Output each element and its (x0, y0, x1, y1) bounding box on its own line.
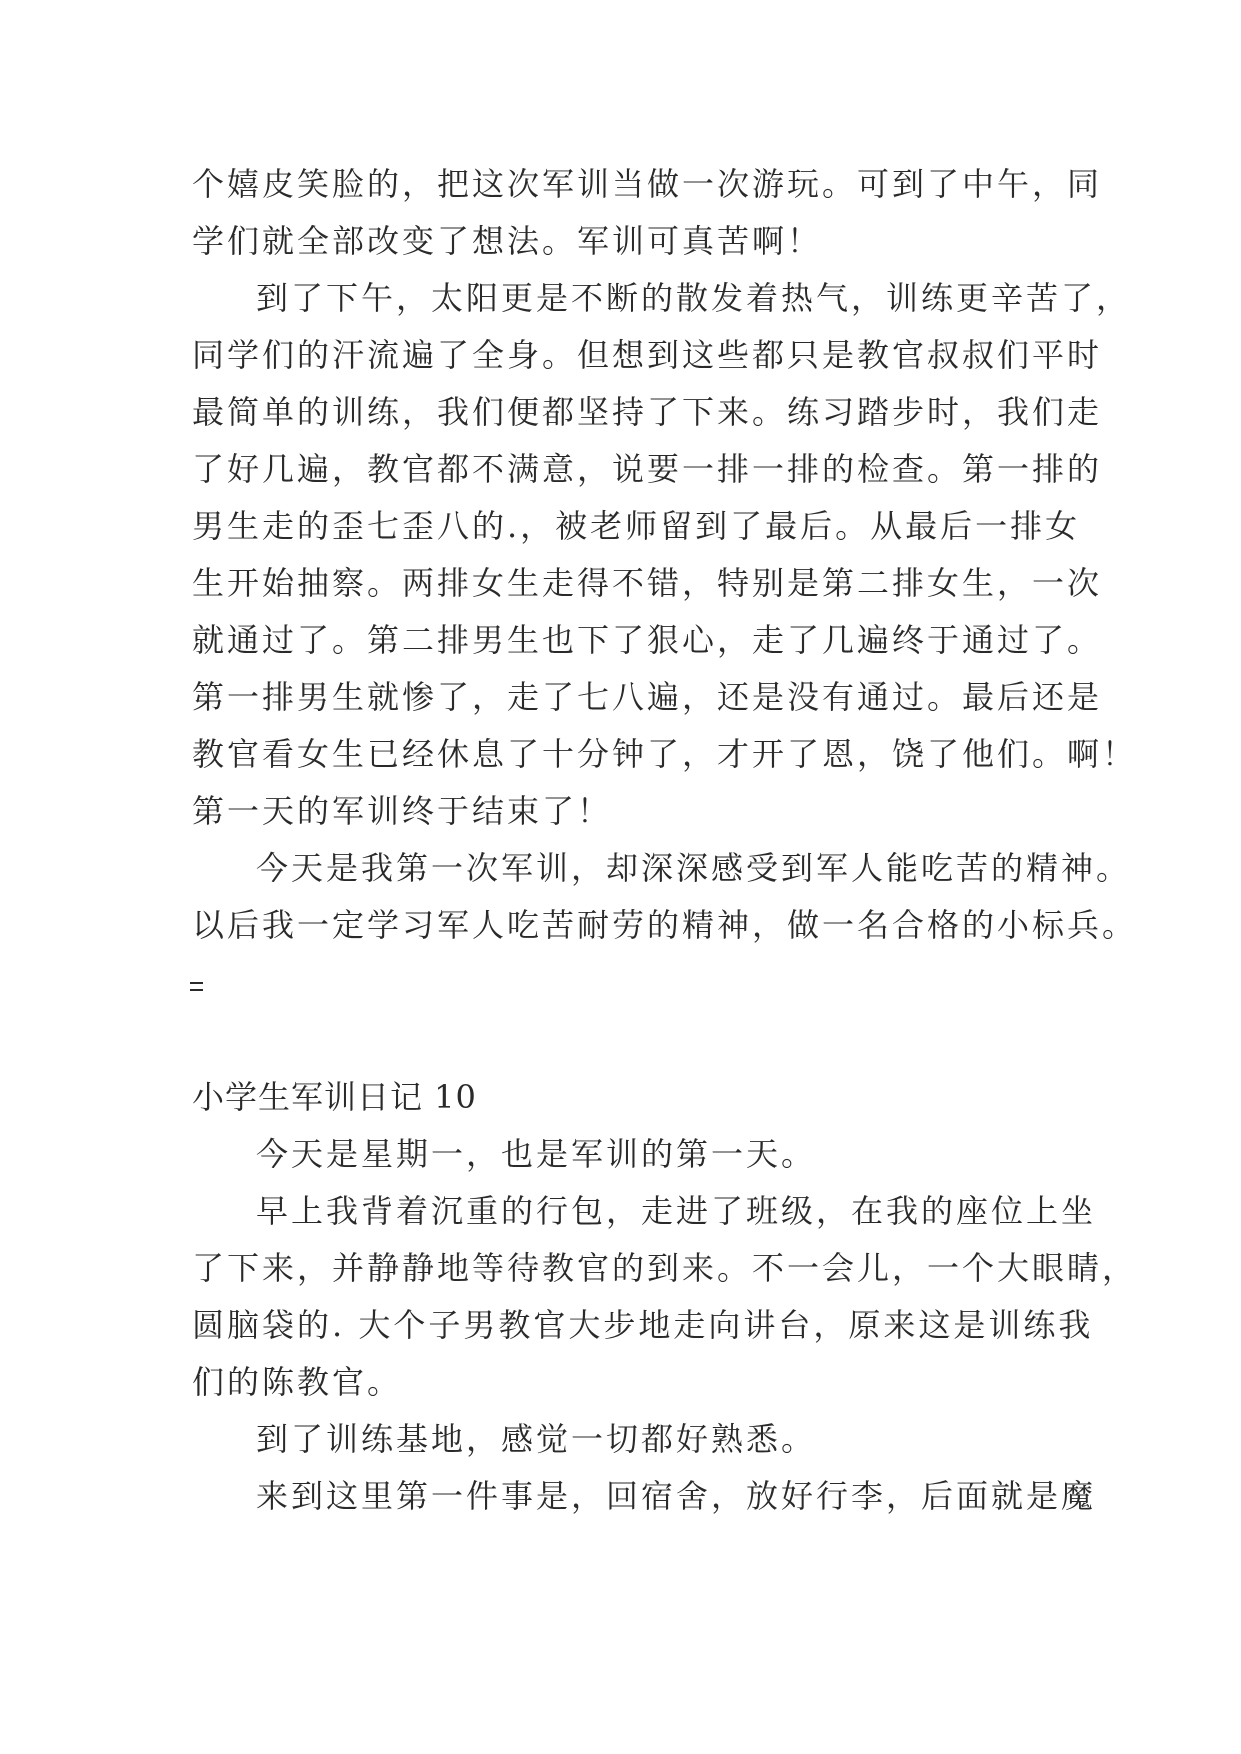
paragraph-line: 到了下午，太阳更是不断的散发着热气，训练更辛苦了， (256, 279, 1132, 317)
paragraph-line: 今天是我第一次军训，却深深感受到军人能吃苦的精神。 (256, 849, 1132, 887)
paragraph-line: 学们就全部改变了想法。军训可真苦啊！ (192, 222, 823, 260)
paragraph-line: 了下来，并静静地等待教官的到来。不一会儿，一个大眼睛， (192, 1249, 1138, 1287)
paragraph-line: 最简单的训练，我们便都坚持了下来。练习踏步时，我们走 (192, 393, 1103, 431)
section-title: 小学生军训日记 10 (192, 1078, 477, 1116)
paragraph-line: 早上我背着沉重的行包，走进了班级，在我的座位上坐 (256, 1192, 1097, 1230)
paragraph-line: 第一天的军训终于结束了！ (192, 792, 613, 830)
paragraph-line: 第一排男生就惨了，走了七八遍，还是没有通过。最后还是 (192, 678, 1103, 716)
paragraph-line: 生开始抽察。两排女生走得不错，特别是第二排女生，一次 (192, 564, 1103, 602)
paragraph-line: 就通过了。第二排男生也下了狠心，走了几遍终于通过了。 (192, 621, 1103, 659)
paragraph-line: 今天是星期一，也是军训的第一天。 (256, 1135, 817, 1173)
paragraph-line: 来到这里第一件事是，回宿舍，放好行李，后面就是魔 (256, 1477, 1097, 1515)
paragraph-line: 了好几遍，教官都不满意，说要一排一排的检查。第一排的 (192, 450, 1103, 488)
paragraph-line: 教官看女生已经休息了十分钟了，才开了恩，饶了他们。啊！ (192, 735, 1138, 773)
paragraph-line: 到了训练基地，感觉一切都好熟悉。 (256, 1420, 817, 1458)
paragraph-line: 圆脑袋的. 大个子男教官大步地走向讲台，原来这是训练我 (192, 1306, 1094, 1344)
paragraph-line: 同学们的汗流遍了全身。但想到这些都只是教官叔叔们平时 (192, 336, 1103, 374)
paragraph-line: 们的陈教官。 (192, 1363, 403, 1401)
equals-mark (190, 982, 203, 991)
paragraph-line: 以后我一定学习军人吃苦耐劳的精神，做一名合格的小标兵。 (192, 906, 1138, 944)
paragraph-line: 个嬉皮笑脸的，把这次军训当做一次游玩。可到了中午，同 (192, 165, 1103, 203)
paragraph-line: 男生走的歪七歪八的.，被老师留到了最后。从最后一排女 (192, 507, 1081, 545)
